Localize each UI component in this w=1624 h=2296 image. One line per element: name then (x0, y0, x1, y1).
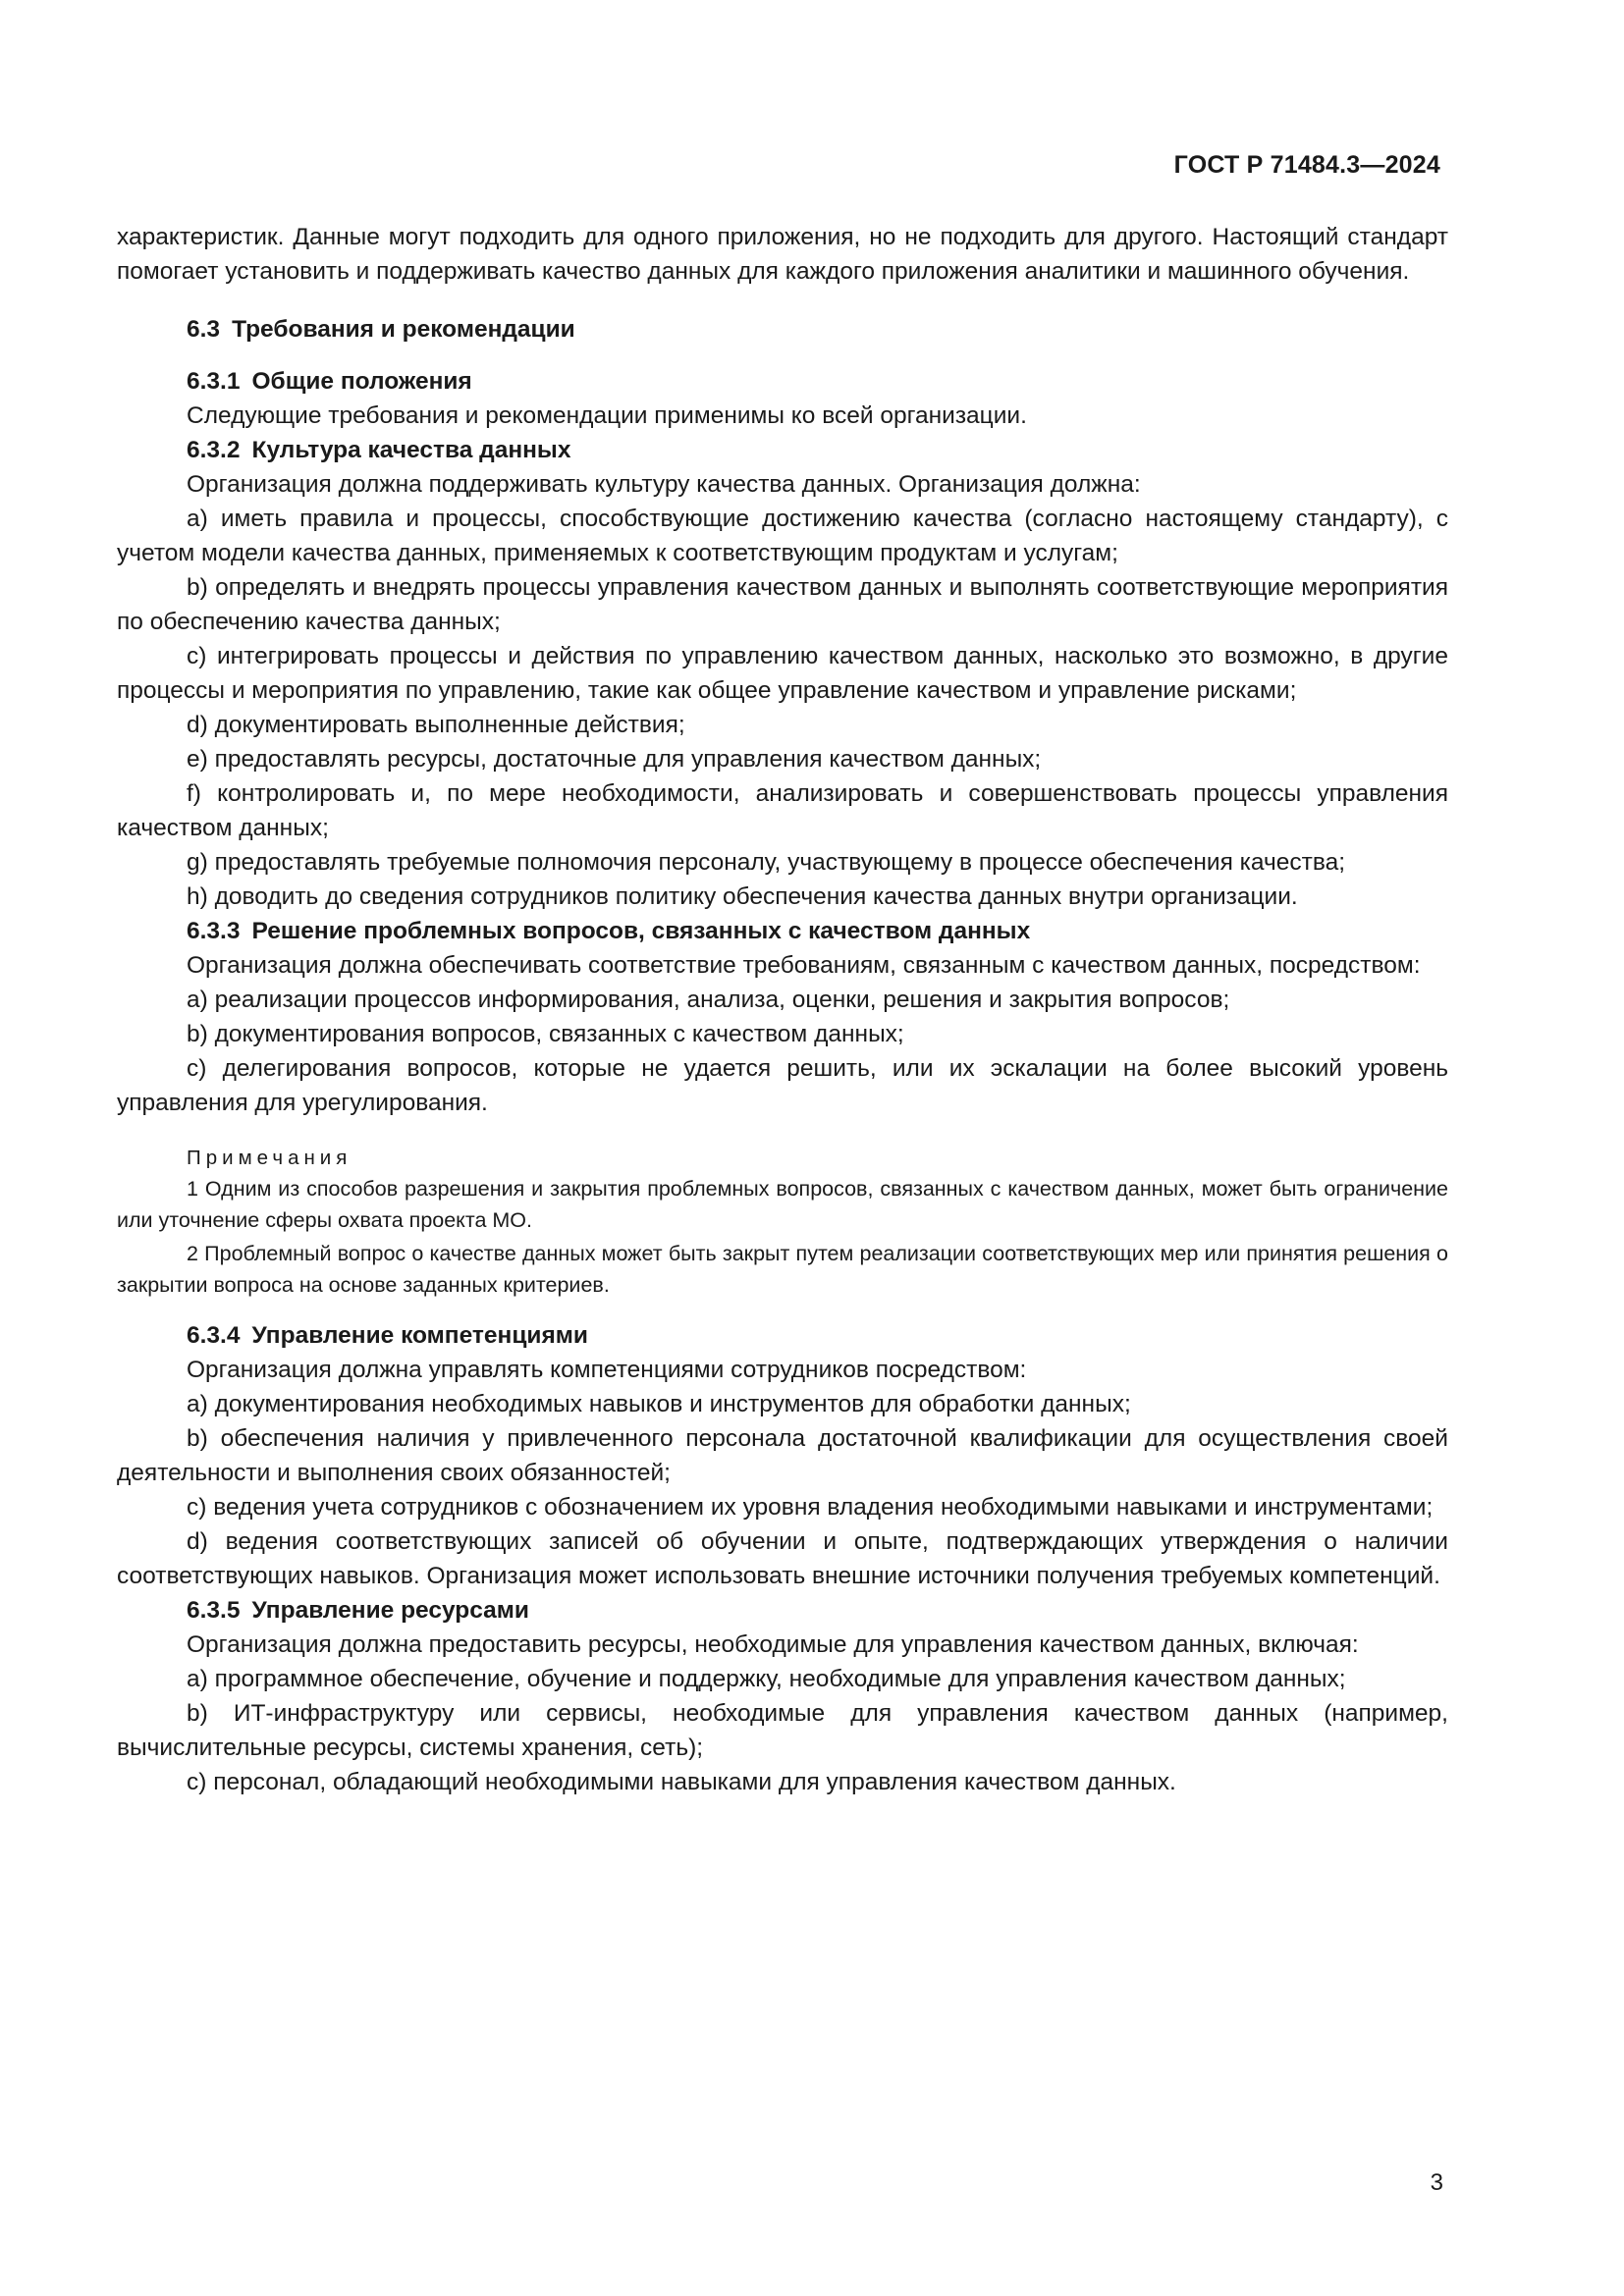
list-item: c) ведения учета сотрудников с обозначением их уровня владения необходимыми навыками и инструментами; (187, 1494, 1434, 1521)
note: 1 Одним из способов разрешения и закрытия проблемных вопросов, связанных с качеством данных, может быть ограничение или уточнение сферы охвата проекта МО. (117, 1177, 1448, 1232)
paragraph: Организация должна управлять компетенциями сотрудников посредством: (187, 1357, 1027, 1383)
list-item: a) иметь правила и процессы, способствующие достижению качества (согласно настоящему стандарту), с учетом модели качества данных, применяемых к соответствующим продуктам и услугам; (117, 506, 1448, 566)
notes-heading: Примечания (187, 1147, 352, 1169)
page-content (117, 220, 1448, 1799)
list-item: d) документировать выполненные действия; (187, 712, 685, 738)
section-title: Общие положения (251, 368, 472, 395)
list-item: c) интегрировать процессы и действия по управлению качеством данных, насколько это возможно, в другие процессы и мероприятия по управлению, такие как общее управление качеством и управление рисками; (117, 643, 1448, 704)
list-item: c) персонал, обладающий необходимыми навыками для управления качеством данных. (187, 1769, 1176, 1795)
list-item: a) программное обеспечение, обучение и поддержку, необходимые для управления качеством данных; (187, 1666, 1346, 1692)
intro-paragraph: характеристик. Данные могут подходить для одного приложения, но не подходить для другого. Настоящий стандарт помогает установить и поддерживать качество данных для каждого приложения аналитики и машинного обучения. (117, 224, 1448, 285)
list-item: f) контролировать и, по мере необходимости, анализировать и совершенствовать процессы управления качеством данных; (117, 780, 1448, 841)
list-item: b) определять и внедрять процессы управления качеством данных и выполнять соответствующие мероприятия по обеспечению качества данных; (117, 574, 1448, 635)
list-item: b) ИТ-инфраструктуру или сервисы, необходимые для управления качеством данных (например, вычислительные ресурсы, системы хранения, сеть); (117, 1700, 1448, 1761)
section-number: 6.3.5 (187, 1597, 241, 1624)
list-item: e) предоставлять ресурсы, достаточные для управления качеством данных; (187, 746, 1042, 773)
note: 2 Проблемный вопрос о качестве данных может быть закрыт путем реализации соответствующих мер или принятия решения о закрытии вопроса на основе заданных критериев. (117, 1242, 1448, 1297)
list-item: a) документирования необходимых навыков и инструментов для обработки данных; (187, 1391, 1131, 1417)
section-6-3-5-heading (117, 1593, 1448, 1628)
page-number: 3 (1430, 2169, 1443, 2196)
list-item: g) предоставлять требуемые полномочия персоналу, участвующему в процессе обеспечения качества; (187, 849, 1346, 876)
list-item: d) ведения соответствующих записей об обучении и опыте, подтверждающих утверждения о наличии соответствующих навыков. Организация может использовать внешние источники получения требуемых компетенций. (117, 1528, 1448, 1589)
section-6-3-heading (117, 312, 1448, 347)
list-item: a) реализации процессов информирования, анализа, оценки, решения и закрытия вопросов; (187, 987, 1230, 1013)
list-item: b) документирования вопросов, связанных с качеством данных; (187, 1021, 904, 1047)
section-6-3-3-heading (117, 914, 1448, 948)
section-title: Культура качества данных (251, 437, 571, 463)
section-title: Решение проблемных вопросов, связанных с качеством данных (251, 918, 1031, 944)
list-item: b) обеспечения наличия у привлеченного персонала достаточной квалификации для осуществления своей деятельности и выполнения своих обязанностей; (117, 1425, 1448, 1486)
list-item: c) делегирования вопросов, которые не удается решить, или их эскалации на более высокий уровень управления для урегулирования. (117, 1055, 1448, 1116)
section-number: 6.3.3 (187, 918, 241, 944)
section-6-3-1-heading (117, 364, 1448, 399)
section-title: Управление ресурсами (251, 1597, 529, 1624)
section-6-3-2-heading (117, 433, 1448, 467)
section-6-3-4-heading (117, 1318, 1448, 1353)
paragraph: Организация должна обеспечивать соответствие требованиям, связанным с качеством данных, посредством: (187, 952, 1421, 979)
standard-code: ГОСТ Р 71484.3—2024 (1173, 151, 1440, 179)
section-number: 6.3.1 (187, 368, 241, 395)
list-item: h) доводить до сведения сотрудников политику обеспечения качества данных внутри организации. (187, 883, 1298, 910)
paragraph: Организация должна предоставить ресурсы, необходимые для управления качеством данных, включая: (187, 1631, 1359, 1658)
section-number: 6.3.2 (187, 437, 241, 463)
section-number: 6.3.4 (187, 1322, 241, 1349)
section-title: Требования и рекомендации (232, 316, 575, 343)
paragraph: Организация должна поддерживать культуру качества данных. Организация должна: (187, 471, 1141, 498)
section-title: Управление компетенциями (251, 1322, 588, 1349)
paragraph: Следующие требования и рекомендации применимы ко всей организации. (187, 402, 1027, 429)
section-number: 6.3 (187, 316, 221, 343)
